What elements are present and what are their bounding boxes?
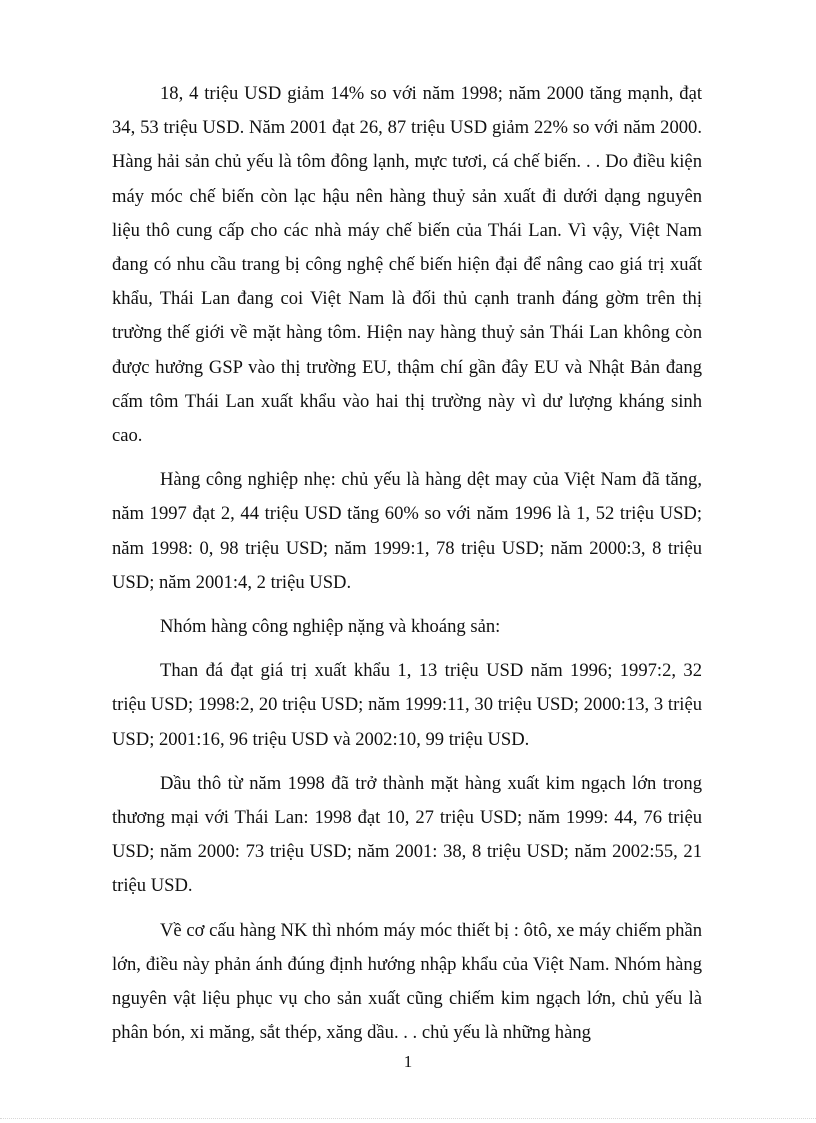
paragraph-import-structure: Về cơ cấu hàng NK thì nhóm máy móc thiết bị : ôtô, xe máy chiếm phần lớn, điều này phản ánh đúng định hướng nhập khẩu của Việt Nam. Nhóm hàng nguyên vật liệu phục vụ cho sản xuất cũng chiếm kim ngạch lớn, chủ yếu là phân bón, xi măng, sắt thép, xăng dầu. . . chủ yếu là những hàng	[112, 919, 702, 1044]
document-page	[112, 77, 702, 1060]
paragraph-crude-oil-exports: Dầu thô từ năm 1998 đã trở thành mặt hàng xuất kim ngạch lớn trong thương mại với Thái Lan: 1998 đạt 10, 27 triệu USD; năm 1999: 44, 76 triệu USD; năm 2000: 73 triệu USD; năm 2001: 38, 8 triệu USD; năm 2002:55, 21 triệu USD.	[112, 772, 702, 897]
page-number: 1	[403, 1052, 413, 1071]
page-bottom-divider	[0, 1118, 816, 1119]
paragraph-seafood-exports: 18, 4 triệu USD giảm 14% so với năm 1998; năm 2000 tăng mạnh, đạt 34, 53 triệu USD. Năm 2001 đạt 26, 87 triệu USD giảm 22% so với năm 2000. Hàng hải sản chủ yếu là tôm đông lạnh, mực tươi, cá chế biến. . . Do điều kiện máy móc chế biến còn lạc hậu nên hàng thuỷ sản xuất đi dưới dạng nguyên liệu thô cung cấp cho các nhà máy chế biến của Thái Lan. Vì vậy, Việt Nam đang có nhu cầu trang bị công nghệ chế biến hiện đại để nâng cao giá trị xuất khẩu, Thái Lan đang coi Việt Nam là đối thủ cạnh tranh đáng gờm trên thị trường thế giới về mặt hàng tôm. Hiện nay hàng thuỷ sản Thái Lan không còn được hưởng GSP vào thị trường EU, thậm chí gần đây EU và Nhật Bản đang cấm tôm Thái Lan xuất khẩu vào hai thị trường này vì dư lượng kháng sinh cao.	[112, 83, 702, 447]
paragraph-heavy-industry-heading: Nhóm hàng công nghiệp nặng và khoáng sản:	[160, 616, 501, 638]
paragraph-coal-exports: Than đá đạt giá trị xuất khẩu 1, 13 triệu USD năm 1996; 1997:2, 32 triệu USD; 1998:2, 20 triệu USD; năm 1999:11, 30 triệu USD; 2000:13, 3 triệu USD; 2001:16, 96 triệu USD và 2002:10, 99 triệu USD.	[112, 660, 702, 750]
paragraph-light-industry: Hàng công nghiệp nhẹ: chủ yếu là hàng dệt may của Việt Nam đã tăng, năm 1997 đạt 2, 44 triệu USD tăng 60% so với năm 1996 là 1, 52 triệu USD; năm 1998: 0, 98 triệu USD; năm 1999:1, 78 triệu USD; năm 2000:3, 8 triệu USD; năm 2001:4, 2 triệu USD.	[112, 469, 702, 593]
